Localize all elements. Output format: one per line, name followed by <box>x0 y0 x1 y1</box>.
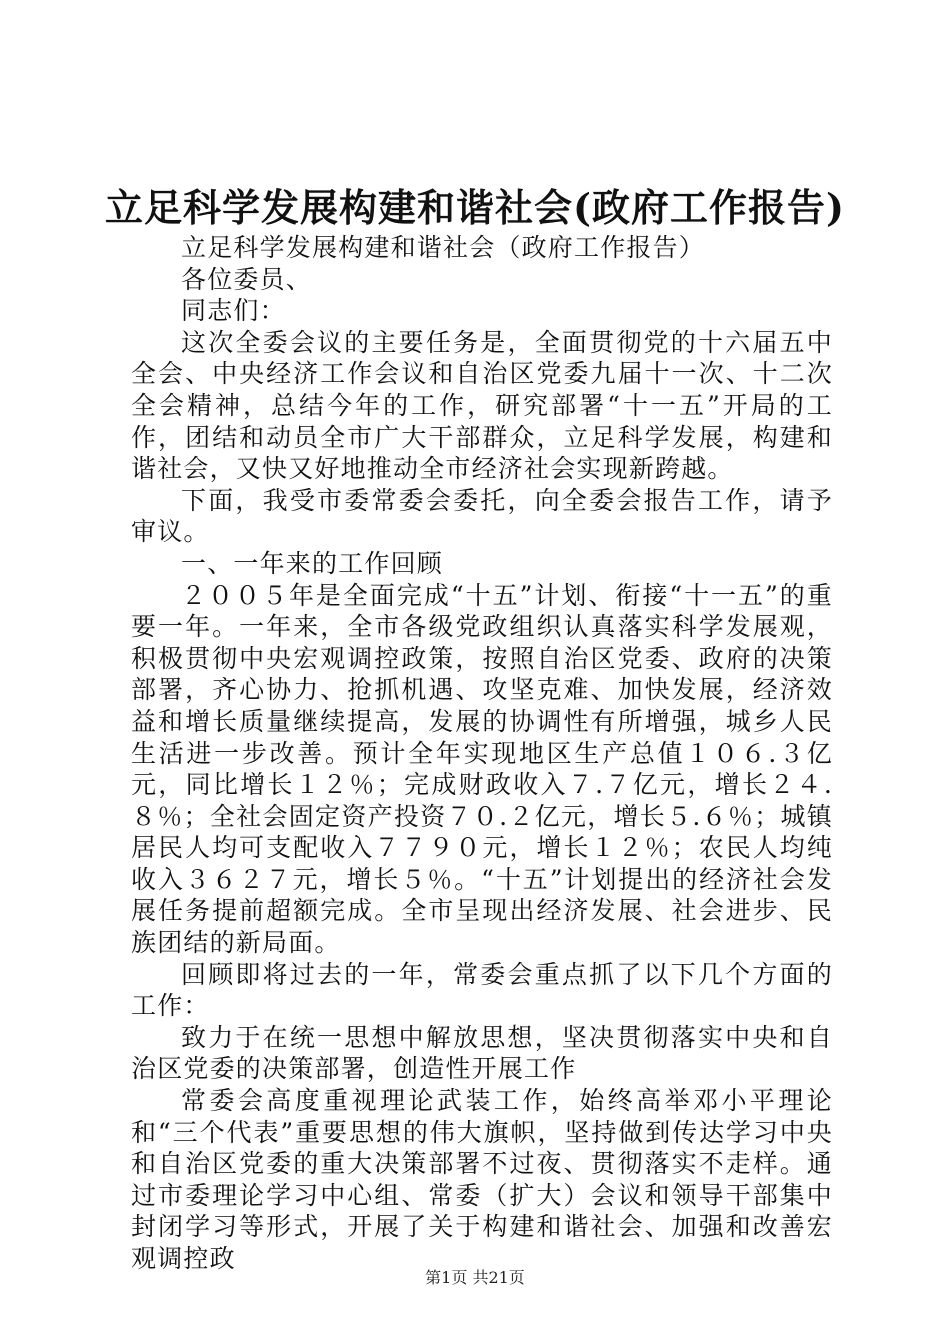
paragraph-salutation-comrades: 同志们： <box>181 296 286 326</box>
paragraph-meeting-tasks: 这次全委会议的主要任务是，全面贯彻党的十六届五中全会、中央经济工作会议和自治区党委九届十一次、十二次全会精神，总结今年的工作，研究部署“十一五”开局的工作，团结和动员全市广大干部群众，立足科学发展，构建和谐社会，又快又好地推动全市经济社会实现新跨越。 <box>131 327 833 484</box>
paragraph-thought-liberation: 致力于在统一思想中解放思想，坚决贯彻落实中央和自治区党委的决策部署，创造性开展工作 <box>131 1022 833 1084</box>
paragraph-subtitle: 立足科学发展构建和谐社会（政府工作报告） <box>181 233 706 262</box>
section-heading-review: 一、一年来的工作回顾 <box>181 548 444 578</box>
page-footer: 第1页 共21页 <box>425 1268 525 1287</box>
paragraph-salutation-members: 各位委员、 <box>181 264 313 294</box>
paragraph-2005-summary: ２００５年是全面完成“十五”计划、衔接“十一五”的重要一年。一年来，全市各级党政组织认真落实科学发展观，积极贯彻中央宏观调控政策，按照自治区党委、政府的决策部署，齐心协力、抢抓机遇、攻坚克难、加快发展，经济效益和增长质量继续提高，发展的协调性有所增强，城乡人民生活进一步改善。预计全年实现地区生产总值１０６.３亿元，同比增长１２％；完成财政收入７.７亿元，增长２４.８％；全社会固定资产投资７０.２亿元，增长５.６％；城镇居民人均可支配收入７７９０元，增长１２％；农民人均纯收入３６２７元，增长５％。“十五”计划提出的经济社会发展任务提前超额完成。全市呈现出经济发展、社会进步、民族团结的新局面。 <box>131 580 833 958</box>
paragraph-theory-work: 常委会高度重视理论武装工作，始终高举邓小平理论和“三个代表”重要思想的伟大旗帜，坚持做到传达学习中央和自治区党委的重大决策部署不过夜、贯彻落实不走样。通过市委理论学习中心组、常委（扩大）会议和领导干部集中封闭学习等形式，开展了关于构建和谐社会、加强和改善宏观调控政 <box>131 1086 833 1273</box>
paragraph-report-intro: 下面，我受市委常委会委托，向全委会报告工作，请予审议。 <box>131 485 833 547</box>
paragraph-review-intro: 回顾即将过去的一年，常委会重点抓了以下几个方面的工作： <box>131 959 833 1021</box>
document-body <box>131 232 833 1275</box>
document-title: 立足科学发展构建和谐社会(政府工作报告) <box>105 185 845 230</box>
